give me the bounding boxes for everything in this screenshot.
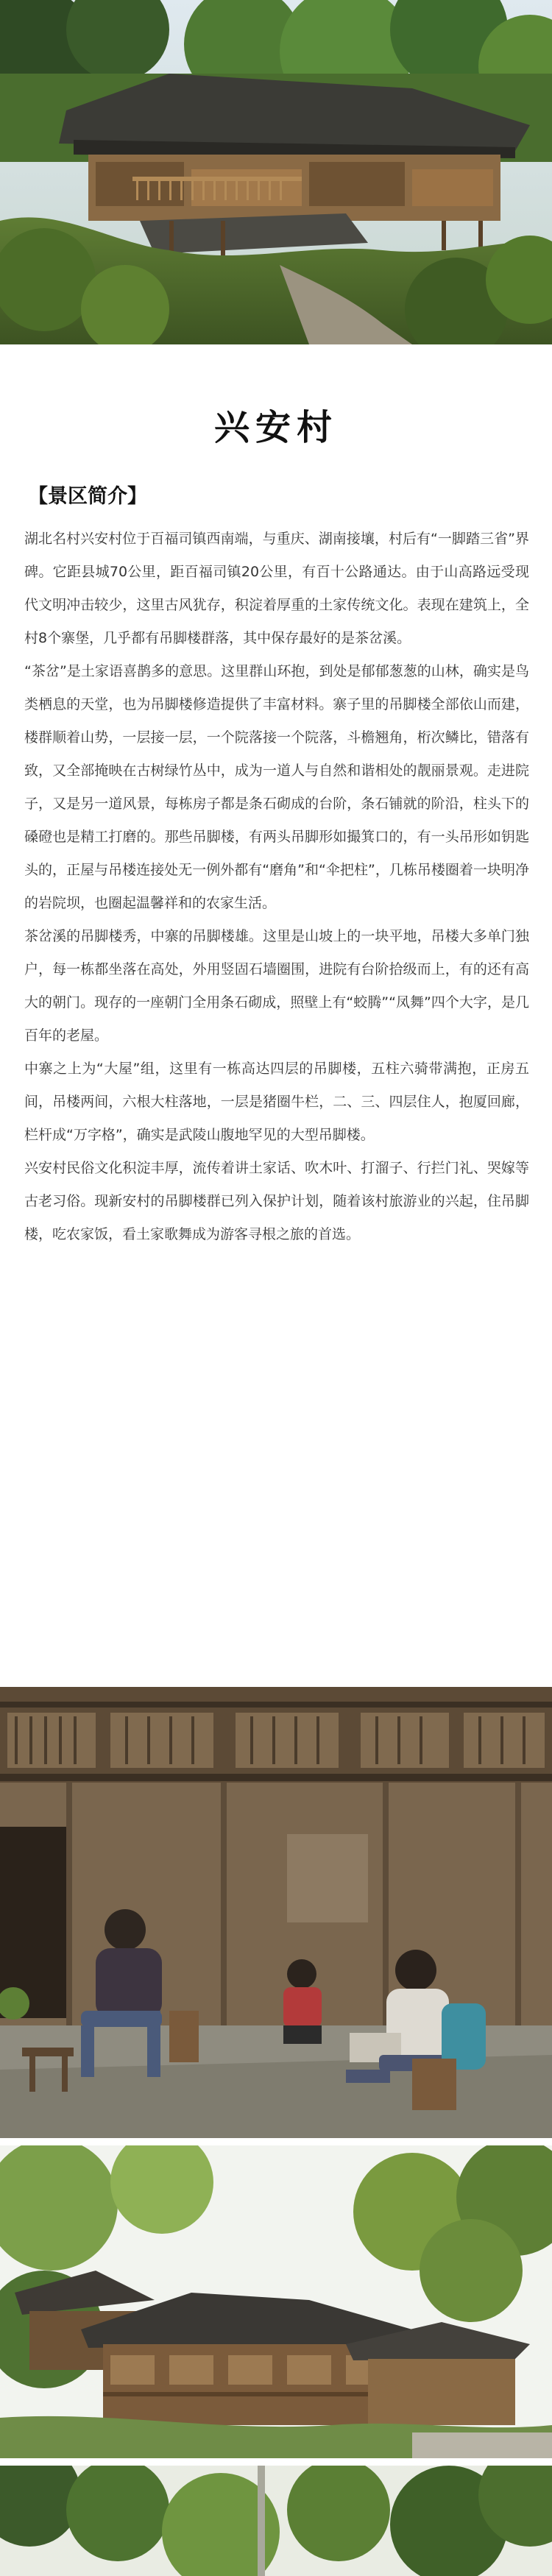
houses-in-trees-image (0, 2145, 552, 2458)
paragraph: 湖北名村兴安村位于百福司镇西南端，与重庆、湖南接壤，村后有“一脚踏三省”界碑。它距县城70公里，距百福司镇20公里，有百十公路通达。由于山高路远受现代文明冲击较少，这里古风犹存，积淀着厚重的土家传统文化。表现在建筑上，全村8个寨堡，几乎都有吊脚楼群落，其中保存最好的是茶岔溪。 (24, 531, 529, 646)
header-photo (0, 0, 552, 344)
section-heading: 【景区简介】 (28, 485, 147, 508)
bottom-trees-photo (0, 2466, 552, 2576)
paragraph: 茶岔溪的吊脚楼秀，中寨的吊脚楼雄。这里是山坡上的一块平地，吊楼大多单门独户，每一栋都坐落在高处，外用竖固石墙圈围，进院有台阶拾级而上，有的还有高大的朝门。现存的一座朝门全用条石砌成，照壁上有“蛟腾”“凤舞”四个大字，是几百年的老屋。 (24, 928, 529, 1044)
page-title: 兴安村 (213, 407, 338, 449)
village-stilt-houses-image (0, 0, 552, 344)
sketching-photo (0, 1687, 552, 2138)
photo-spacer (0, 2458, 552, 2466)
artists-sketching-image (0, 1687, 552, 2138)
village-trees-photo (0, 2145, 552, 2458)
paragraph: 中寨之上为“大屋”组，这里有一栋高达四层的吊脚楼，五柱六骑带满抱，正房五间，吊楼两间，六根大柱落地，一层是猪圈牛栏，二、三、四层住人，抱厦回廊，栏杆成“万字格”，确实是武陵山腹地罕见的大型吊脚楼。 (24, 1061, 529, 1143)
intro-content (24, 523, 529, 1251)
photo-spacer (0, 2138, 552, 2145)
paragraph: 兴安村民俗文化积淀丰厚，流传着讲土家话、吹木叶、打溜子、行拦门礼、哭嫁等古老习俗。现新安村的吊脚楼群已列入保护计划，随着该村旅游业的兴起，住吊脚楼，吃农家饭，看土家歌舞成为游客寻根之旅的首选。 (24, 1160, 529, 1242)
paragraph: “茶岔”是土家语喜鹊多的意思。这里群山环抱，到处是郁郁葱葱的山林，确实是鸟类栖息的天堂，也为吊脚楼修造提供了丰富材料。寨子里的吊脚楼全部依山而建，楼群顺着山势，一层接一层，一个院落接一个院落，斗檐翘角，桁次鳞比，错落有致，又全部掩映在古树绿竹丛中，成为一道人与自然和谐相处的靓丽景观。走进院子，又是另一道风景，每栋房子都是条石砌成的台阶，条石铺就的阶沿，柱头下的磉磴也是精工打磨的。那些吊脚楼，有两头吊脚形如撮箕口的，有一头吊形如钥匙头的，正屋与吊楼连接处无一例外都有“磨角”和“伞把柱”，几栋吊楼圈着一块明净的岩院坝，也圈起温馨祥和的农家生活。 (24, 663, 529, 911)
bottom-trees-image (0, 2466, 552, 2576)
